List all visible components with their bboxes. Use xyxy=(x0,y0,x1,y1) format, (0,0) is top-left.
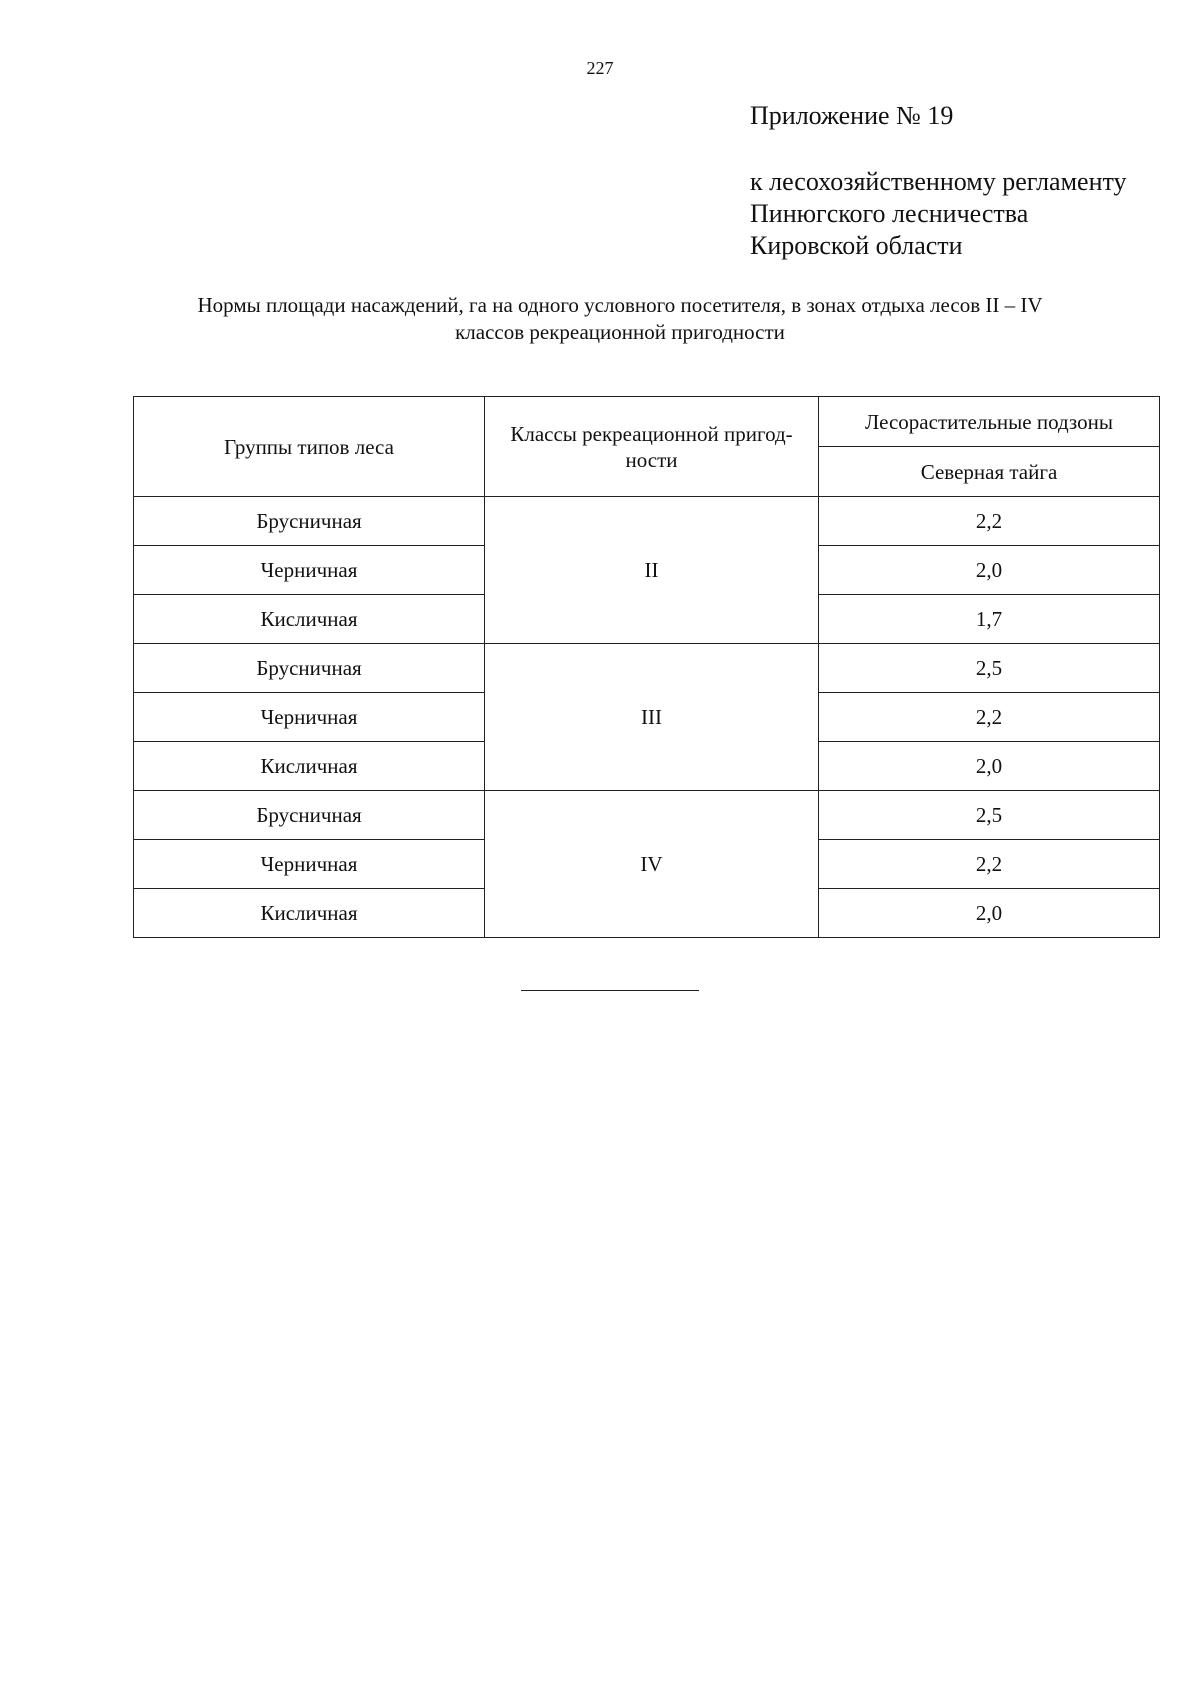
header-subzones: Лесорастительные подзоны xyxy=(819,397,1160,447)
forest-type-cell: Брусничная xyxy=(134,497,485,546)
header-subzone-name: Северная тайга xyxy=(819,447,1160,497)
header-recreation-classes: Классы рекреационной пригод-ности xyxy=(485,397,819,497)
appendix-reference xyxy=(750,166,1127,262)
area-value-cell: 2,0 xyxy=(819,889,1160,938)
footer-divider xyxy=(521,990,699,991)
table-row xyxy=(134,644,1160,693)
forest-type-cell: Брусничная xyxy=(134,791,485,840)
recreation-class-cell: II xyxy=(485,497,819,644)
forest-type-cell: Черничная xyxy=(134,546,485,595)
forest-type-cell: Черничная xyxy=(134,693,485,742)
forest-type-cell: Кисличная xyxy=(134,889,485,938)
appendix-ref-line: Пинюгского лесничества xyxy=(750,199,1029,228)
page-number: 227 xyxy=(586,58,614,78)
appendix-ref-line: к лесохозяйственному регламенту xyxy=(750,167,1127,196)
forest-type-cell: Черничная xyxy=(134,840,485,889)
forest-type-cell: Кисличная xyxy=(134,595,485,644)
document-title xyxy=(120,292,1120,346)
area-value-cell: 2,2 xyxy=(819,497,1160,546)
title-line: классов рекреационной пригодности xyxy=(455,320,785,344)
area-value-cell: 2,2 xyxy=(819,693,1160,742)
appendix-ref-line: Кировской области xyxy=(750,231,963,260)
recreation-class-cell: III xyxy=(485,644,819,791)
area-value-cell: 2,5 xyxy=(819,791,1160,840)
area-value-cell: 1,7 xyxy=(819,595,1160,644)
area-value-cell: 2,5 xyxy=(819,644,1160,693)
appendix-title: Приложение № 19 xyxy=(750,101,954,130)
table-row xyxy=(134,791,1160,840)
recreation-class-cell: IV xyxy=(485,791,819,938)
area-value-cell: 2,2 xyxy=(819,840,1160,889)
forest-type-cell: Кисличная xyxy=(134,742,485,791)
area-value-cell: 2,0 xyxy=(819,546,1160,595)
header-forest-groups: Группы типов леса xyxy=(134,397,485,497)
forest-type-cell: Брусничная xyxy=(134,644,485,693)
area-value-cell: 2,0 xyxy=(819,742,1160,791)
norms-table xyxy=(133,396,1160,938)
title-line: Нормы площади насаждений, га на одного условного посетителя, в зонах отдыха лесов II – IV xyxy=(197,293,1043,317)
table-row xyxy=(134,497,1160,546)
